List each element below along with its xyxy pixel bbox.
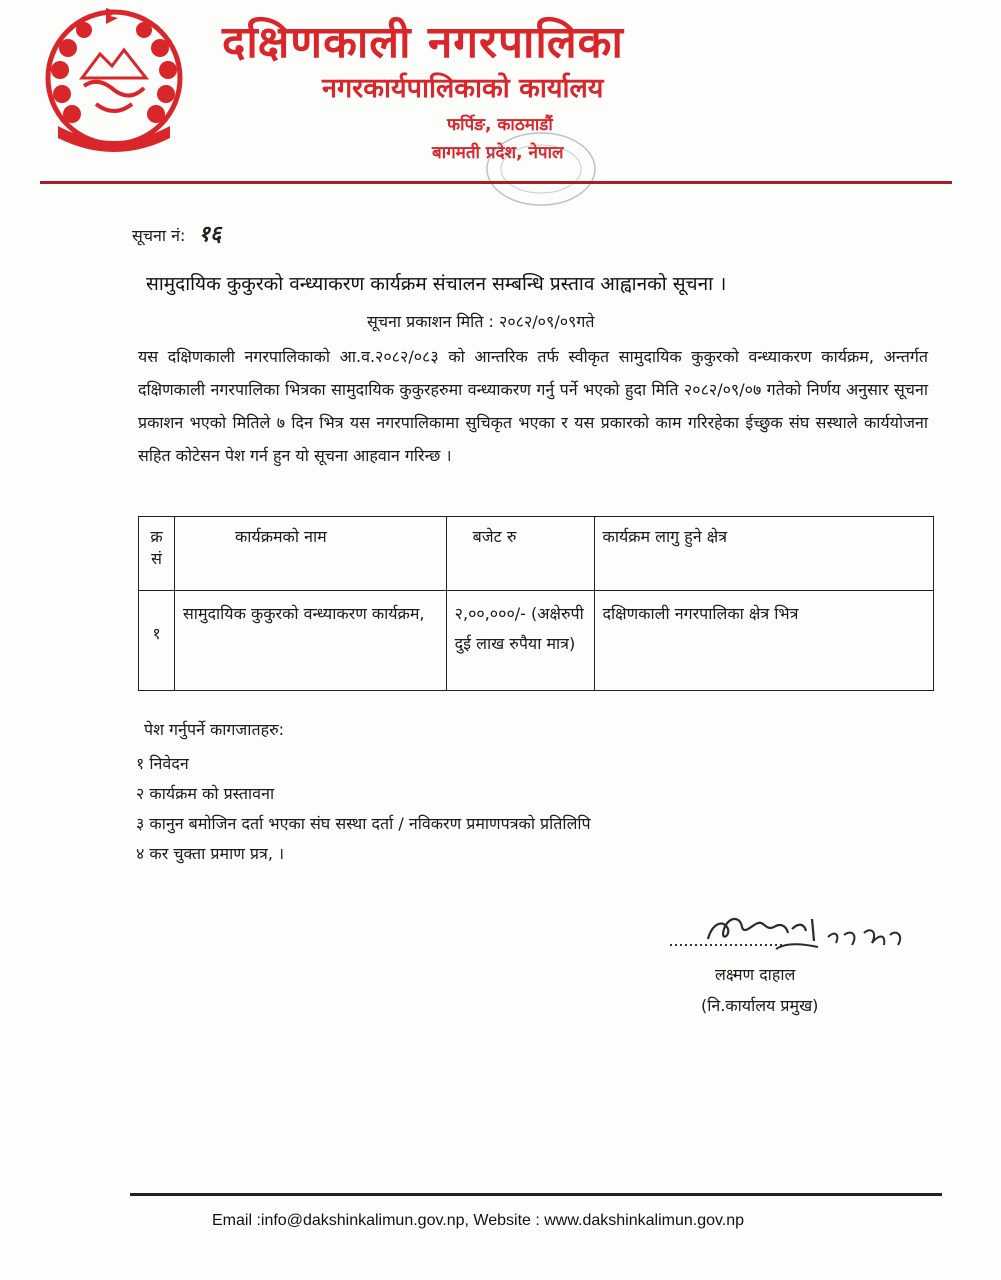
publish-date: सूचना प्रकाशन मिति : २०८२/०९/०९गते (367, 312, 595, 331)
table-cell-name: सामुदायिक कुकुरको वन्ध्याकरण कार्यक्रम, (174, 591, 446, 691)
signatory-name: लक्ष्मण दाहाल (715, 965, 796, 984)
notice-number (132, 218, 221, 248)
table-cell-sn: १ (139, 591, 175, 691)
table-header-row (139, 517, 934, 591)
table-header-sn: क्र सं (139, 517, 175, 591)
signatory-title: (नि.कार्यालय प्रमुख) (701, 996, 819, 1015)
office-stamp (482, 128, 600, 210)
notice-number-label: सूचना नं: (132, 226, 186, 245)
header-divider (40, 181, 952, 184)
footer-divider (130, 1193, 942, 1196)
notice-title: सामुदायिक कुकुरको वन्ध्याकरण कार्यक्रम संचालन सम्बन्धि प्रस्ताव आह्वानको सूचना । (146, 273, 727, 295)
list-item: १ निवेदन (136, 754, 189, 773)
list-item: ३ कानुन बमोजिन दर्ता भएका संघ सस्था दर्ता / नविकरण प्रमाणपत्रको प्रतिलिपि (136, 814, 591, 833)
table-row (139, 591, 934, 691)
handwritten-signature (668, 905, 918, 965)
list-item: ४ कर चुक्ता प्रमाण प्रत्र, । (136, 844, 285, 863)
address-line-1: फर्पिङ, काठमाडौं (447, 115, 553, 135)
list-item: २ कार्यक्रम को प्रस्तावना (136, 784, 275, 803)
table-header-name: कार्यक्रमको नाम (174, 517, 446, 591)
documents-heading: पेश गर्नुपर्ने कागजातहरु: (144, 720, 285, 739)
emblem-logo (38, 6, 190, 156)
table-cell-area: दक्षिणकाली नगरपालिका क्षेत्र भित्र (594, 591, 933, 691)
table-header-area: कार्यक्रम लागु हुने क्षेत्र (594, 517, 933, 591)
table-cell-budget: २,००,०००/- (अक्षेरुपी दुई लाख रुपैया मात्र) (446, 591, 594, 691)
documents-list (136, 752, 591, 872)
office-name: नगरकार्यपालिकाको कार्यालय (322, 73, 604, 104)
footer-contact: Email :info@dakshinkalimun.gov.np, Website : www.dakshinkalimun.gov.np (212, 1212, 745, 1229)
notice-number-value: १६ (198, 222, 222, 247)
address-line-2: बागमती प्रदेश, नेपाल (432, 143, 564, 163)
table-header-budget: बजेट रु (446, 517, 594, 591)
notice-body: यस दक्षिणकाली नगरपालिकाको आ.व.२०८२/०८३ को आन्तरिक तर्फ स्वीकृत सामुदायिक कुकुरको वन्ध्याकरण कार्यक्रम, अन्तर्गत दक्षिणकाली नगरपालिका भित्रका सामुदायिक कुकुरहरुमा वन्ध्याकरण गर्नु पर्ने भएको हुदा मिति २०८२/०९/०७ गतेको निर्णय अनुसार सूचना प्रकाशन भएको मितिले ७ दिन भित्र यस नगरपालिकामा सुचिकृत भएका र यस प्रकारको काम गरिरहेका ईच्छुक संघ सस्थाले कार्ययोजना सहित कोटेसन पेश गर्न हुन यो सूचना आहवान गरिन्छ । (138, 347, 928, 465)
municipality-name: दक्षिणकाली नगरपालिका (222, 17, 624, 68)
program-table (138, 516, 934, 691)
